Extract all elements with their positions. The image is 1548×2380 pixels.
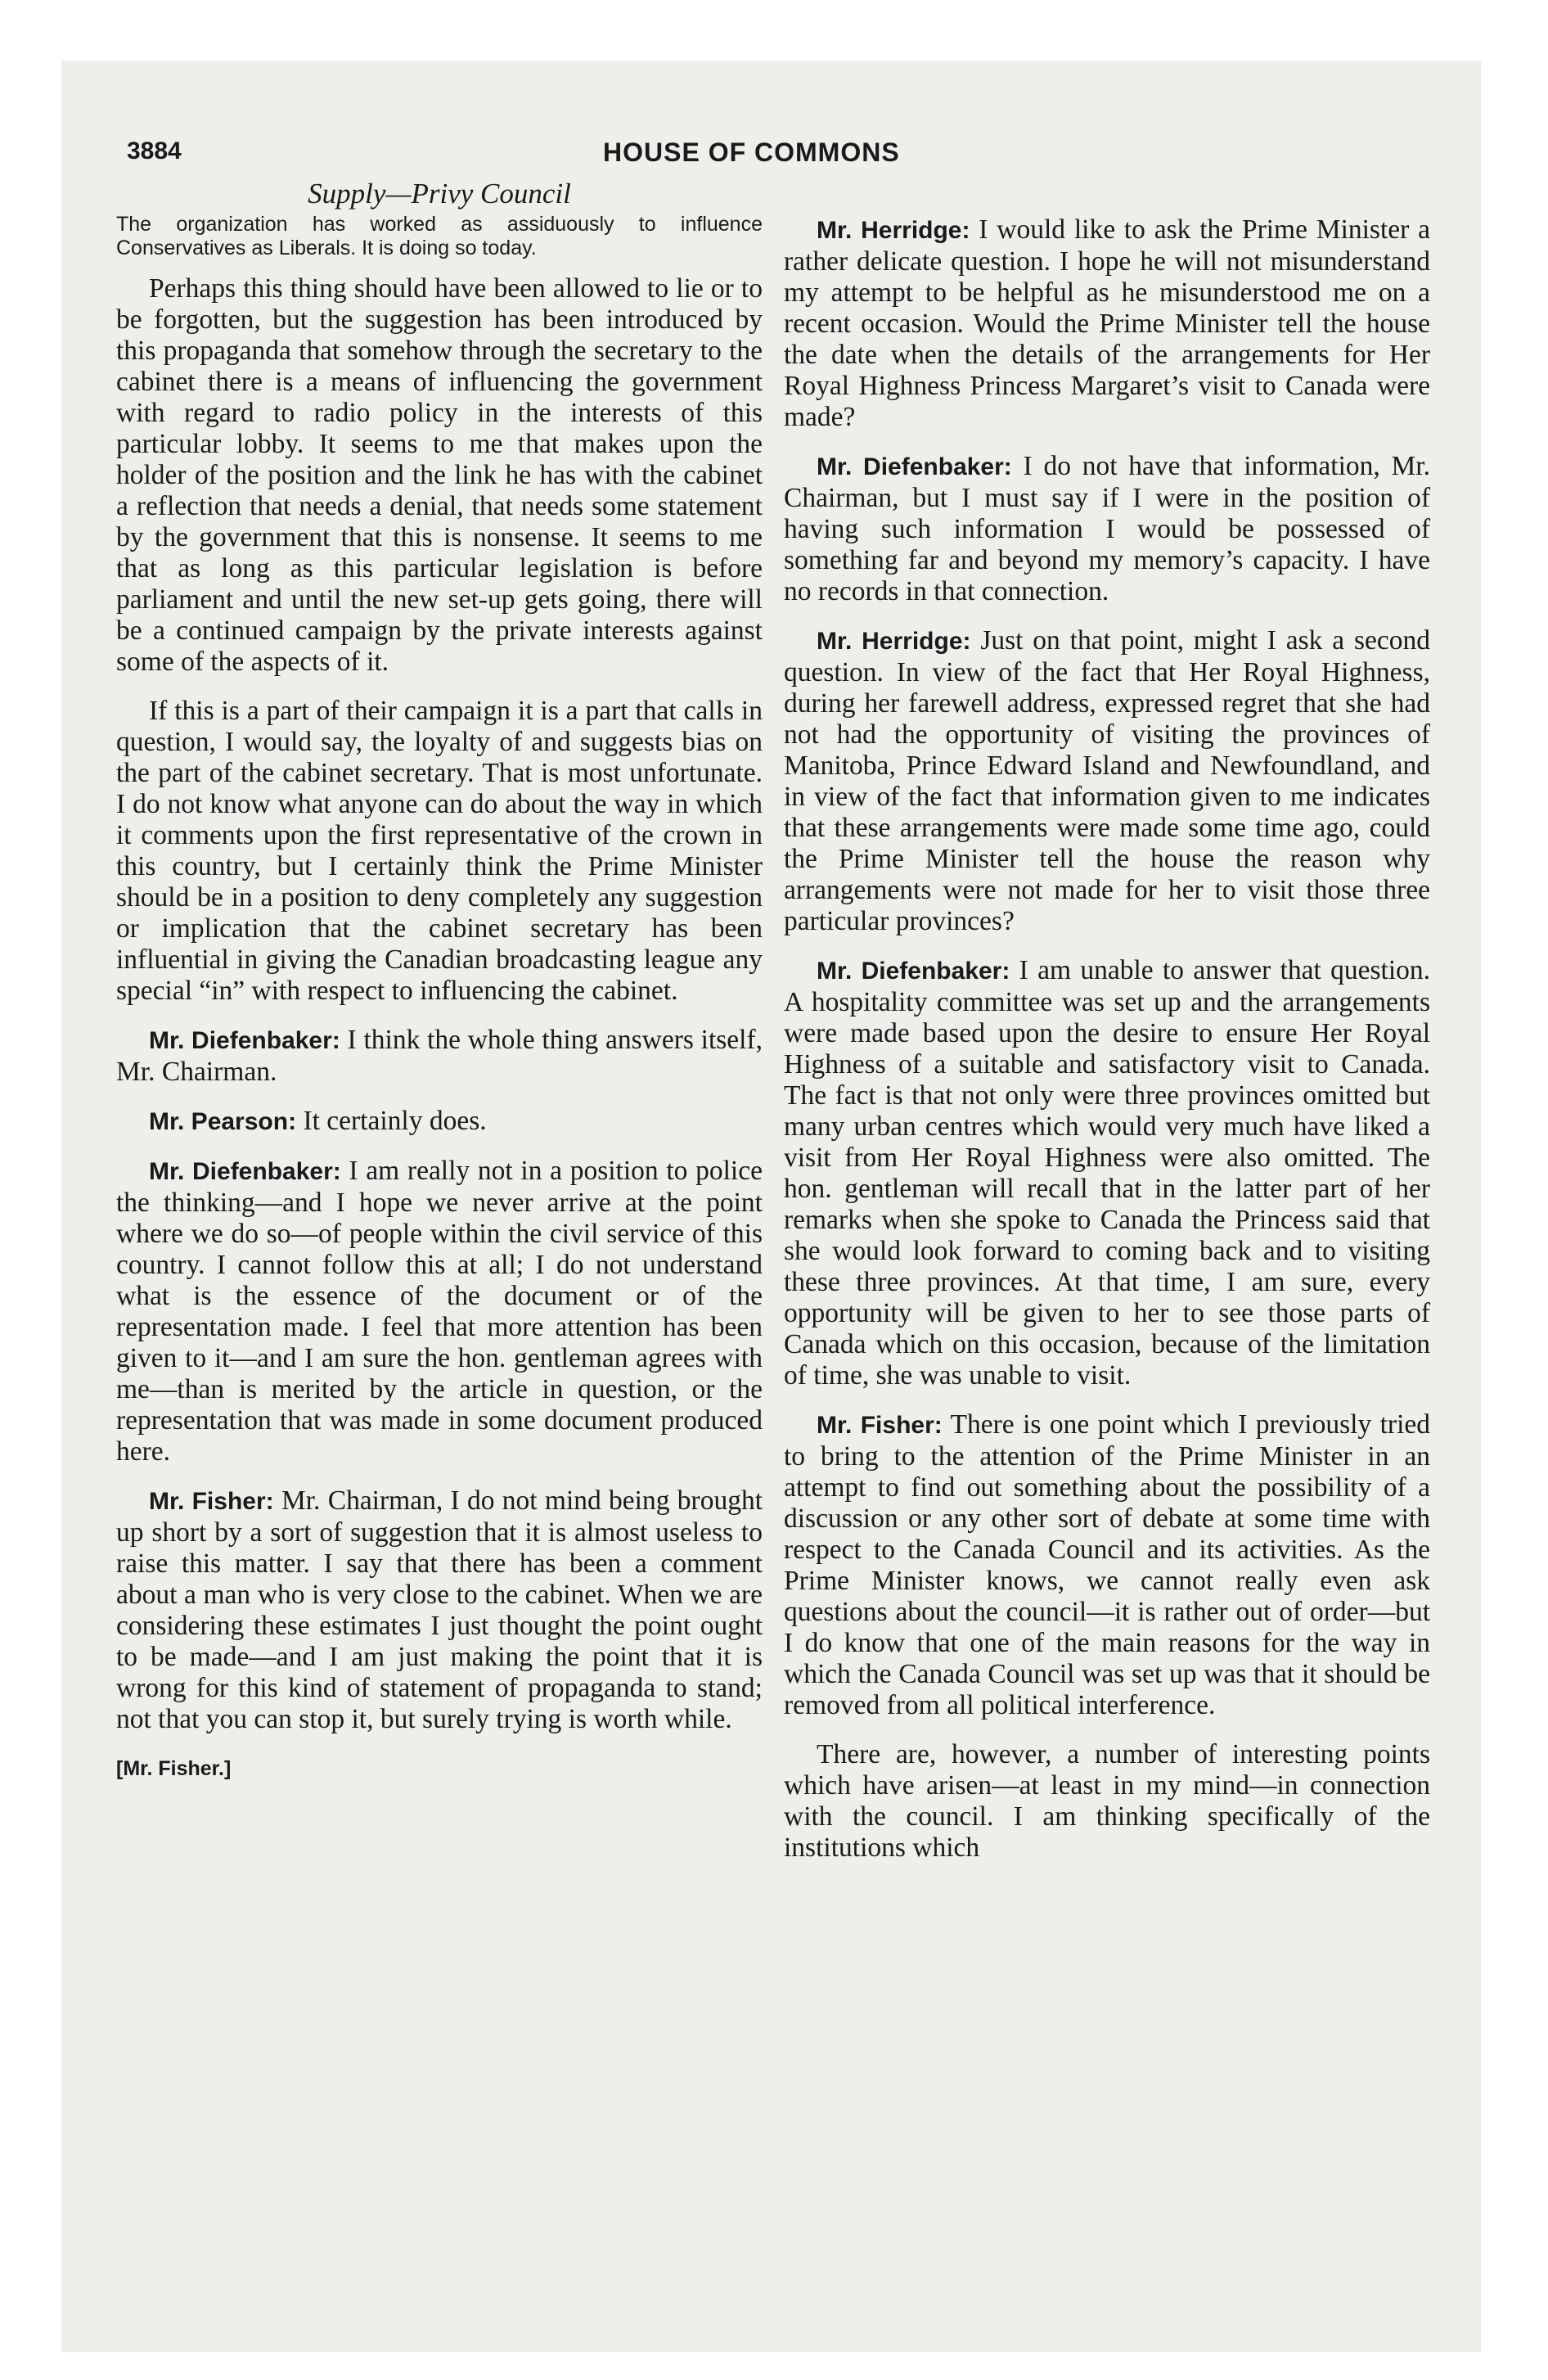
speech-text: There is one point which I previously tried to bring to the attention of the Prime Minister in an attempt to find out something about the possibility of a discussion or any other sort of debate at some time with respect to the Canada Council and its activities. As the Prime Minister knows, we cannot really even ask questions about the council—it is rather out of order—but I do know that one of the main reasons for the way in which the Canada Council was set up was that it should be removed from all political interference.: [784, 1409, 1431, 1720]
speech: [784, 1409, 1430, 1721]
speech-text: Just on that point, might I ask a second question. In view of the fact that Her Royal Highness, during her farewell address, expressed regret that she had not had the opportunity of visiting the provinces of Manitoba, Prince Edward Island and Newfoundland, and in view of the fact that information given to me indicates that these arrangements were made some time ago, could the Prime Minister tell the house the reason why arrangements were not made for her to visit those three particular provinces?: [784, 625, 1430, 936]
speaker-name: Mr. Pearson:: [149, 1108, 297, 1135]
page-header: [127, 137, 1436, 178]
speech-text: I am unable to answer that question. A hospitality committee was set up and the arrangements were made based upon the desire to ensure Her Royal Highness of a suitable and satisfactory visit to Canada. The fact is that not only were three provinces omitted but many urban centres which would very much have liked a visit from Her Royal Highness were also omitted. The hon. gentleman will recall that in the latter part of her remarks when she spoke to Canada the Princess said that she would look forward to coming back and to visiting these three provinces. At that time, I am sure, every opportunity will be given to her to see those parts of Canada which on this occasion, because of the limitation of time, she was unable to visit.: [784, 955, 1430, 1391]
speech: [784, 214, 1430, 433]
speech: [784, 955, 1430, 1391]
speaker-name: Mr. Fisher:: [817, 1412, 943, 1439]
speech: [116, 1106, 763, 1138]
paragraph: There are, however, a number of interesting points which have arisen—at least in my mind—in connection with the council. I am thinking specifically of the institutions which: [784, 1739, 1430, 1863]
right-column: [784, 214, 1430, 1882]
speech-text: I am really not in a position to police the thinking—and I hope we never arrive at the point where we do so—of people within the civil service of this country. I cannot follow this at all; I do not understand what is the essence of the document or of the representation made. I feel that more attention has been given to it—and I am sure the hon. gentleman agrees with me—than is merited by the article in question, or the representation that was made in some document produced here.: [116, 1156, 763, 1467]
speech: [116, 1025, 763, 1088]
speaker-name: Mr. Diefenbaker:: [817, 958, 1010, 985]
page-number: 3884: [127, 137, 182, 165]
left-column: [116, 178, 763, 1784]
speech-text: Mr. Chairman, I do not mind being brought up short by a sort of suggestion that it is almost useless to raise this matter. I say that there has been a comment about a man who is very close to the cabinet. When we are considering these estimates I just thought the point ought to be made—and I am just making the point that it is wrong for this kind of statement of propaganda to stand; not that you can stop it, but surely trying is worth while.: [116, 1485, 763, 1734]
speech: [116, 1485, 763, 1735]
running-title: HOUSE OF COMMONS: [603, 137, 900, 167]
paragraph: If this is a part of their campaign it is a part that calls in question, I would say, the loyalty of and suggests bias on the part of the cabinet secretary. That is most unfortunate. I do not know what anyone can do about the way in which it comments upon the first representative of the crown in this country, but I certainly think the Prime Minister should be in a position to deny completely any suggestion or implication that the cabinet secretary has been influential in giving the Canadian broadcasting league any special “in” with respect to influencing the cabinet.: [116, 696, 763, 1006]
speech-text: I do not have that information, Mr. Chairman, but I must say if I were in the position of having such information I would be possessed of something far and beyond my memory’s capacity. I have no records in that connection.: [784, 451, 1430, 606]
speaker-name: Mr. Diefenbaker:: [149, 1027, 340, 1054]
quoted-text: The organization has worked as assiduously to influence Conservatives as Liberals. It is doing so today.: [116, 213, 763, 259]
speech: [784, 625, 1430, 937]
section-title: Supply—Privy Council: [308, 178, 571, 210]
speech-text: It certainly does.: [296, 1106, 487, 1136]
speaker-attribution: [Mr. Fisher.]: [116, 1757, 232, 1780]
speech: [784, 451, 1430, 607]
speaker-name: Mr. Fisher:: [149, 1488, 274, 1515]
speech: [116, 1156, 763, 1467]
speech-text: I think the whole thing answers itself, Mr. Chairman.: [116, 1025, 763, 1087]
speaker-name: Mr. Herridge:: [817, 217, 970, 244]
paragraph: Perhaps this thing should have been allowed to lie or to be forgotten, but the suggestion has been introduced by this propaganda that somehow through the secretary to the cabinet there is a means of influencing the government with regard to radio policy in the interests of this particular lobby. It seems to me that makes upon the holder of the position and the link he has with the cabinet a reflection that needs a denial, that needs some statement by the government that this is nonsense. It seems to me that as long as this particular legislation is before parliament and until the new set-up gets going, there will be a continued campaign by the private interests against some of the aspects of it.: [116, 273, 763, 677]
speech-text: I would like to ask the Prime Minister a rather delicate question. I hope he will not misunderstand my attempt to be helpful as he misunderstood me on a recent occasion. Would the Prime Minister tell the house the date when the details of the arrangements for Her Royal Highness Princess Margaret’s visit to Canada were made?: [784, 214, 1430, 432]
speaker-name: Mr. Herridge:: [817, 628, 971, 655]
speaker-name: Mr. Diefenbaker:: [149, 1158, 341, 1185]
speaker-name: Mr. Diefenbaker:: [817, 453, 1012, 480]
